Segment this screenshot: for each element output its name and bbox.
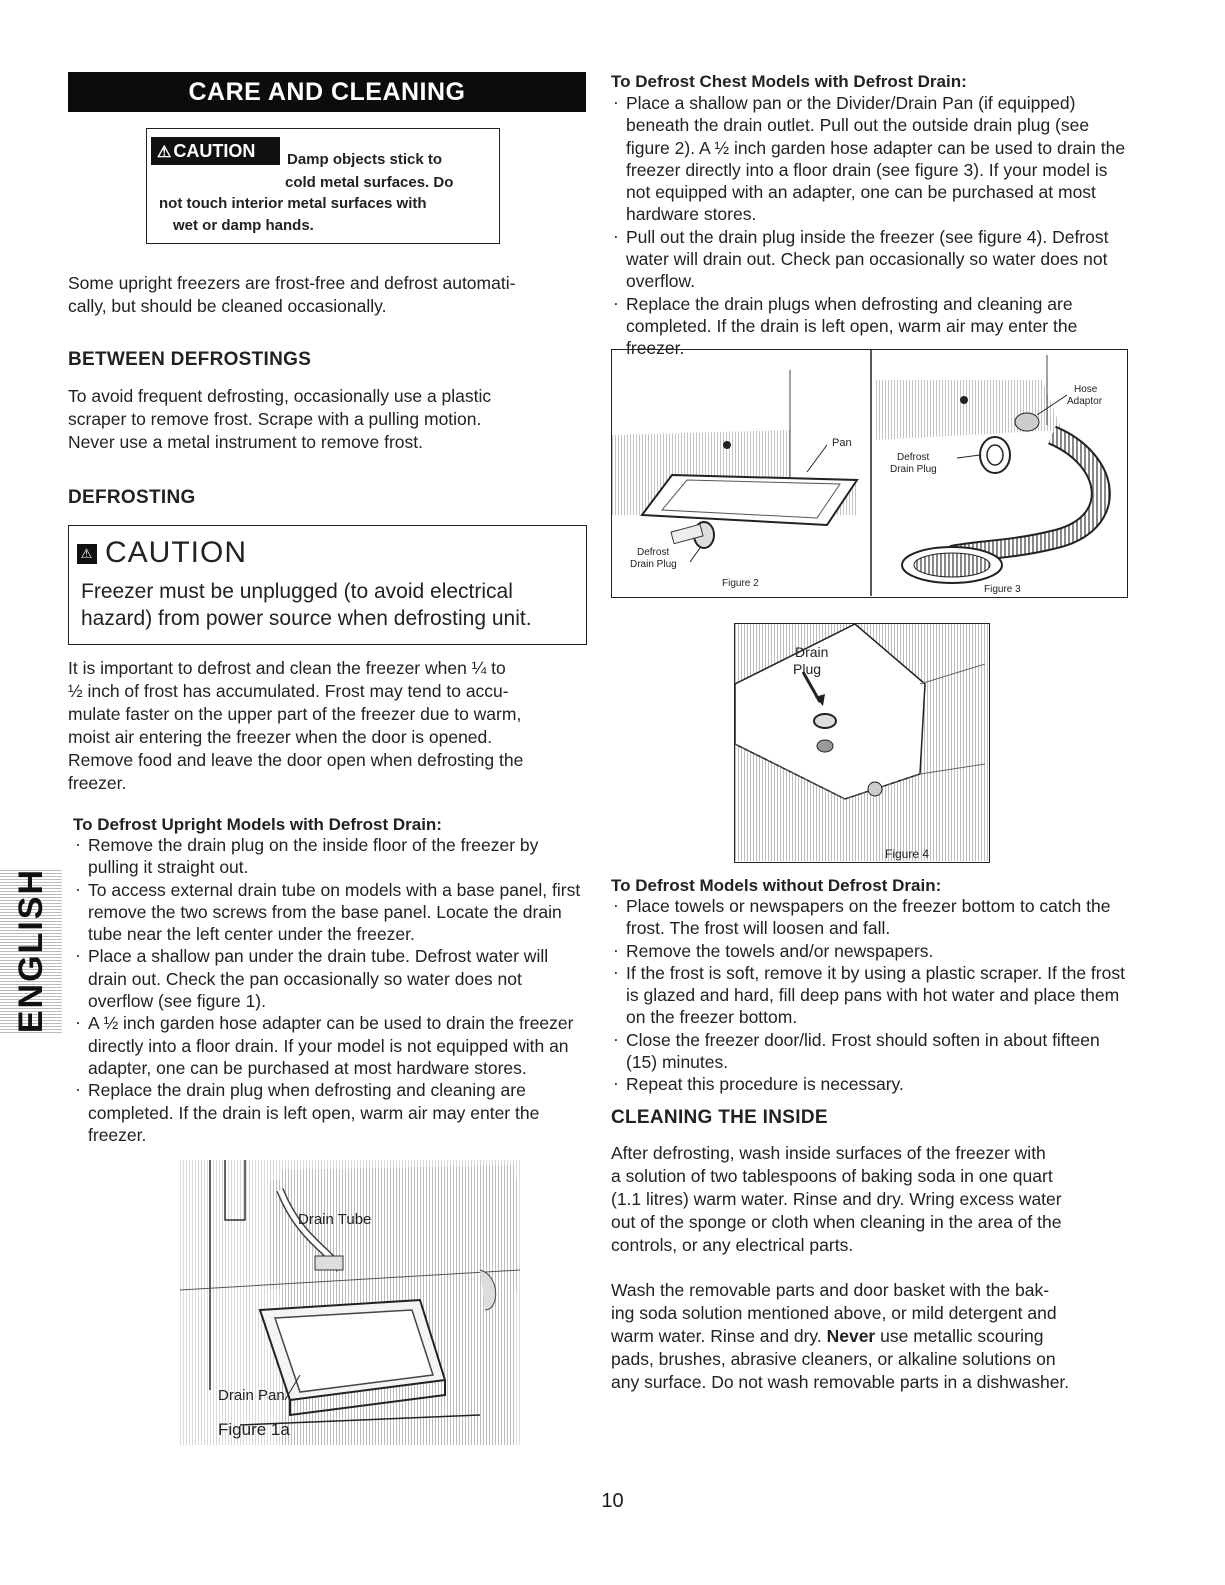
list-item: · Replace the drain plug when defrosting and cleaning are completed. If the drain is left open, warm air may enter the freezer.	[73, 1079, 588, 1146]
figure-4-illustration	[735, 624, 988, 861]
emphasis-never: Never	[826, 1326, 876, 1346]
list-item: · Place a shallow pan or the Divider/Drain Pan (if equipped) beneath the drain outlet. Pull out the outside drain plug (see figure 2). A ½ inch garden hose adapter can be used to drain the freezer directly into a floor drain (see figure 3). If your model is not equipped with an adapter, one can be purchased at most hardware stores.	[611, 92, 1129, 226]
drain-tube-label: Drain Tube	[298, 1211, 372, 1228]
text-line: freezer.	[68, 773, 127, 793]
list-item: · If the frost is soft, remove it by using a plastic scraper. If the frost is glazed and hard, fill deep pans with hot water and place them on the freezer bottom.	[611, 962, 1129, 1029]
caution-badge-label: CAUTION	[173, 141, 256, 161]
text-line: controls, or any electrical parts.	[611, 1235, 854, 1255]
drain-plug-label: Defrost	[897, 452, 930, 463]
list-item: · Pull out the drain plug inside the freezer (see figure 4). Defrost water will drain out. Check pan occasionally so water does not overflow.	[611, 226, 1129, 293]
text-line: Freezer must be unplugged (to avoid electrical	[81, 580, 513, 603]
list-item: · Remove the towels and/or newspapers.	[611, 940, 1129, 962]
drain-plug-label: Drain Plug	[890, 464, 937, 475]
figure-4	[734, 623, 990, 863]
text-line: pads, brushes, abrasive cleaners, or alkaline solutions on	[611, 1349, 1056, 1369]
caution-text: not touch interior metal surfaces with	[159, 195, 427, 212]
list-item: · Place a shallow pan under the drain tube. Defrost water will drain out. Check the pan occasionally so water does not overflow (see figure 1).	[73, 945, 588, 1012]
figures-2-3-illustration	[612, 350, 1126, 596]
caution-text: Damp objects stick to	[287, 151, 443, 168]
list-item: · To access external drain tube on models with a base panel, first remove the two screws from the base panel. Locate the drain tube near the left center under the freezer.	[73, 879, 588, 946]
text-line: ing soda solution mentioned above, or mild detergent and	[611, 1303, 1057, 1323]
list-item: · Place towels or newspapers on the freezer bottom to catch the frost. The frost will loosen and fall.	[611, 895, 1129, 940]
caution-title-label: CAUTION	[105, 536, 247, 569]
figure-1a	[180, 1160, 520, 1445]
language-tab-label: ENGLISH	[11, 867, 50, 1034]
drain-plug-label: Plug	[793, 661, 822, 677]
text-line	[611, 1325, 1069, 1348]
text-line: Remove food and leave the door open when defrosting the	[68, 750, 524, 770]
drain-plug-label: Drain	[795, 644, 829, 660]
chest-steps-list	[611, 92, 1129, 360]
text-line: hazard) from power source when defrosting unit.	[81, 607, 532, 630]
text-line: mulate faster on the upper part of the freezer due to warm,	[68, 704, 522, 724]
text-line: a solution of two tablespoons of baking soda in one quart	[611, 1166, 1053, 1186]
text-span: warm water. Rinse and dry.	[611, 1326, 827, 1346]
text-line: cally, but should be cleaned occasionally.	[68, 296, 387, 316]
caution-text: wet or damp hands.	[173, 217, 314, 234]
list-item: · Replace the drain plugs when defrosting and cleaning are completed. If the drain is left open, warm air may enter the freezer.	[611, 293, 1129, 360]
caution-box-damp	[146, 128, 500, 244]
text-line: Never use a metal instrument to remove frost.	[68, 432, 423, 452]
list-item: · Remove the drain plug on the inside floor of the freezer by pulling it straight out.	[73, 834, 588, 879]
text-line: Some upright freezers are frost-free and defrost automati-	[68, 273, 516, 293]
caution-badge	[151, 137, 280, 165]
heading-cleaning-inside: CLEANING THE INSIDE	[611, 1107, 828, 1128]
heading-upright-models: To Defrost Upright Models with Defrost Drain:	[73, 815, 442, 834]
list-item: · Close the freezer door/lid. Frost should soften in about fifteen (15) minutes.	[611, 1029, 1129, 1074]
text-line: It is important to defrost and clean the freezer when ¼ to	[68, 658, 506, 678]
heading-defrosting: DEFROSTING	[68, 487, 196, 508]
text-line: (1.1 litres) warm water. Rinse and dry. Wring excess water	[611, 1189, 1062, 1209]
heading-no-drain-models: To Defrost Models without Defrost Drain:	[611, 876, 942, 895]
drain-pan-label: Drain Pan	[218, 1387, 285, 1404]
figure-1a-illustration	[180, 1160, 520, 1445]
figure-caption: Figure 1a	[218, 1420, 290, 1439]
text-line: ½ inch of frost has accumulated. Frost may tend to accu-	[68, 681, 509, 701]
heading-between-defrostings: BETWEEN DEFROSTINGS	[68, 349, 312, 370]
hose-adaptor-label: Hose	[1074, 384, 1098, 395]
pan-label: Pan	[832, 437, 852, 449]
caution-text: cold metal surfaces. Do	[285, 174, 454, 191]
defrosting-paragraph	[68, 657, 523, 795]
text-line: Wash the removable parts and door basket with the bak-	[611, 1280, 1050, 1300]
upright-steps-list	[73, 834, 588, 1146]
intro-paragraph	[68, 272, 515, 318]
text-span: use metallic scouring	[875, 1326, 1044, 1346]
cleaning-paragraph-1	[611, 1142, 1062, 1257]
figure-caption: Figure 3	[984, 584, 1021, 595]
cleaning-paragraph-2	[611, 1279, 1069, 1394]
warning-icon: ⚠	[157, 144, 172, 161]
text-line: scraper to remove frost. Scrape with a pulling motion.	[68, 409, 482, 429]
figures-2-3-frame	[611, 349, 1128, 598]
text-line: After defrosting, wash inside surfaces of the freezer with	[611, 1143, 1046, 1163]
hose-adaptor-label: Adaptor	[1067, 396, 1103, 407]
list-item: · Repeat this procedure is necessary.	[611, 1073, 1129, 1095]
language-tab	[0, 868, 62, 1033]
drain-plug-label: Drain Plug	[630, 559, 677, 570]
caution-text	[81, 578, 532, 632]
text-line: To avoid frequent defrosting, occasionally use a plastic	[68, 386, 492, 406]
caution-title	[77, 536, 247, 570]
figure-caption: Figure 2	[722, 578, 759, 589]
caution-box-unplug	[68, 525, 587, 645]
text-line: out of the sponge or cloth when cleaning in the area of the	[611, 1212, 1062, 1232]
warning-icon: ⚠	[77, 544, 97, 564]
heading-chest-models: To Defrost Chest Models with Defrost Drain:	[611, 72, 967, 91]
section-title: CARE AND CLEANING	[68, 72, 586, 112]
figure-caption: Figure 4	[885, 847, 930, 861]
list-item: · A ½ inch garden hose adapter can be used to drain the freezer directly into a floor drain. If your model is not equipped with an adapter, one can be purchased at most hardware stores.	[73, 1012, 588, 1079]
text-line: moist air entering the freezer when the door is opened.	[68, 727, 493, 747]
no-drain-steps-list	[611, 895, 1129, 1096]
text-line: any surface. Do not wash removable parts in a dishwasher.	[611, 1372, 1070, 1392]
page-number: 10	[601, 1490, 624, 1512]
between-paragraph	[68, 385, 491, 454]
drain-plug-label: Defrost	[637, 547, 670, 558]
